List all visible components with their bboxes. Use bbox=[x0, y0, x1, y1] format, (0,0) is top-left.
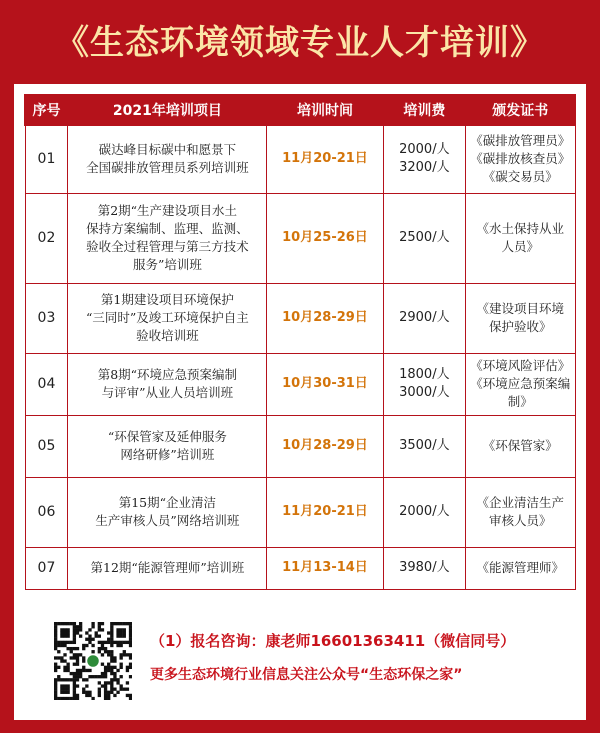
cell-time: 11月13-14日 bbox=[267, 547, 383, 589]
cell-cert-line: 《环境应急预案编制》 bbox=[470, 376, 571, 409]
cell-no: 03 bbox=[25, 283, 68, 353]
cell-project-line: 验收培训班 bbox=[136, 328, 199, 343]
cell-project bbox=[68, 415, 267, 477]
footer bbox=[24, 614, 576, 710]
cell-cert bbox=[466, 477, 575, 547]
cell-cert-line: 《水土保持从业 bbox=[476, 221, 565, 236]
cell-fee-line: 2500/人 bbox=[399, 230, 450, 245]
cell-fee bbox=[383, 193, 465, 283]
cell-time: 10月28-29日 bbox=[267, 415, 383, 477]
cell-no: 01 bbox=[25, 125, 68, 193]
cell-fee-line: 2900/人 bbox=[399, 310, 450, 325]
cell-project-line: “环保管家及延伸服务 bbox=[107, 429, 227, 444]
cell-fee-line: 1800/人 bbox=[399, 367, 450, 382]
cell-cert bbox=[466, 193, 575, 283]
cell-fee-line: 3500/人 bbox=[399, 438, 450, 453]
table-header-row bbox=[25, 95, 575, 125]
training-table bbox=[24, 94, 576, 590]
table-row bbox=[25, 353, 575, 415]
cell-project bbox=[68, 547, 267, 589]
follow-text: 更多生态环境行业信息关注公众号“生态环保之家” bbox=[150, 667, 463, 683]
cell-project bbox=[68, 477, 267, 547]
cell-project-line: 验收全过程管理与第三方技术 bbox=[86, 239, 249, 254]
table-row bbox=[25, 283, 575, 353]
cell-time: 10月25-26日 bbox=[267, 193, 383, 283]
cell-fee bbox=[383, 415, 465, 477]
cell-cert bbox=[466, 415, 575, 477]
cell-fee-line: 3000/人 bbox=[399, 385, 450, 400]
consult-text: （1）报名咨询：康老师16601363411（微信同号） bbox=[150, 632, 516, 650]
content-panel bbox=[14, 84, 586, 720]
cell-fee bbox=[383, 477, 465, 547]
cell-project-line: 网络研修”培训班 bbox=[120, 447, 215, 462]
cell-time: 10月28-29日 bbox=[267, 283, 383, 353]
cell-fee bbox=[383, 547, 465, 589]
cell-time: 10月30-31日 bbox=[267, 353, 383, 415]
cell-no: 04 bbox=[25, 353, 68, 415]
cell-project-line: 与评审”从业人员培训班 bbox=[101, 385, 234, 400]
poster-title: 《生态环境领域专业人才培训》 bbox=[55, 23, 545, 63]
cell-project bbox=[68, 193, 267, 283]
cell-project-line: 第1期建设项目环境保护 bbox=[100, 292, 234, 307]
cell-fee-line: 3200/人 bbox=[399, 160, 450, 176]
table-row bbox=[25, 193, 575, 283]
qr-code-icon[interactable] bbox=[54, 622, 132, 700]
cell-fee bbox=[383, 283, 465, 353]
header-time: 培训时间 bbox=[267, 95, 383, 125]
cell-project-line: “三同时”及竣工环境保护自主 bbox=[85, 310, 249, 325]
cell-project-line: 服务”培训班 bbox=[132, 257, 202, 272]
cell-cert-line: 《环保管家》 bbox=[482, 438, 558, 453]
cell-project-line: 第2期“生产建设项目水土 bbox=[97, 203, 238, 218]
cell-project-line: 第12期“能源管理师”培训班 bbox=[90, 560, 245, 575]
cell-cert bbox=[466, 283, 575, 353]
cell-project-line: 保持方案编制、监理、监测、 bbox=[86, 221, 249, 236]
cell-project-line: 第15期“企业清洁 bbox=[118, 495, 217, 510]
cell-cert-line: 审核人员》 bbox=[489, 513, 552, 528]
cell-cert-line: 《碳排放核查员》 bbox=[470, 151, 571, 167]
cell-cert-line: 人员》 bbox=[501, 239, 540, 254]
cell-no: 02 bbox=[25, 193, 68, 283]
cell-cert-line: 《企业清洁生产 bbox=[476, 495, 565, 510]
cell-project bbox=[68, 125, 267, 193]
table-row bbox=[25, 125, 575, 193]
cell-no: 07 bbox=[25, 547, 68, 589]
header-project: 2021年培训项目 bbox=[68, 95, 267, 125]
table-body bbox=[25, 125, 575, 589]
cell-no: 06 bbox=[25, 477, 68, 547]
cell-cert-line: 《建设项目环境 bbox=[476, 301, 565, 316]
cell-project bbox=[68, 353, 267, 415]
cell-fee-line: 2000/人 bbox=[399, 142, 450, 158]
cell-no: 05 bbox=[25, 415, 68, 477]
cell-project-line: 第8期“环境应急预案编制 bbox=[97, 367, 238, 382]
table-row bbox=[25, 477, 575, 547]
cell-project-line: 全国碳排放管理员系列培训班 bbox=[86, 160, 249, 176]
cell-cert-line: 保护验收》 bbox=[489, 319, 552, 334]
cell-cert-line: 《碳交易员》 bbox=[482, 169, 558, 185]
cell-project-line: 碳达峰目标碳中和愿景下 bbox=[98, 142, 237, 158]
header-fee: 培训费 bbox=[383, 95, 465, 125]
cell-fee bbox=[383, 125, 465, 193]
table-row bbox=[25, 547, 575, 589]
cell-cert bbox=[466, 353, 575, 415]
cell-cert-line: 《碳排放管理员》 bbox=[470, 133, 571, 149]
cell-time: 11月20-21日 bbox=[267, 477, 383, 547]
table-row bbox=[25, 415, 575, 477]
header-no: 序号 bbox=[25, 95, 68, 125]
cell-time: 11月20-21日 bbox=[267, 125, 383, 193]
cell-cert-line: 《能源管理师》 bbox=[476, 560, 565, 575]
cell-project bbox=[68, 283, 267, 353]
cell-fee-line: 3980/人 bbox=[399, 560, 450, 575]
cell-cert-line: 《环境风险评估》 bbox=[470, 358, 571, 373]
cell-cert bbox=[466, 125, 575, 193]
header-cert: 颁发证书 bbox=[466, 95, 575, 125]
cell-cert bbox=[466, 547, 575, 589]
cell-project-line: 生产审核人员”网络培训班 bbox=[95, 513, 240, 528]
cell-fee-line: 2000/人 bbox=[399, 504, 450, 519]
cell-fee bbox=[383, 353, 465, 415]
